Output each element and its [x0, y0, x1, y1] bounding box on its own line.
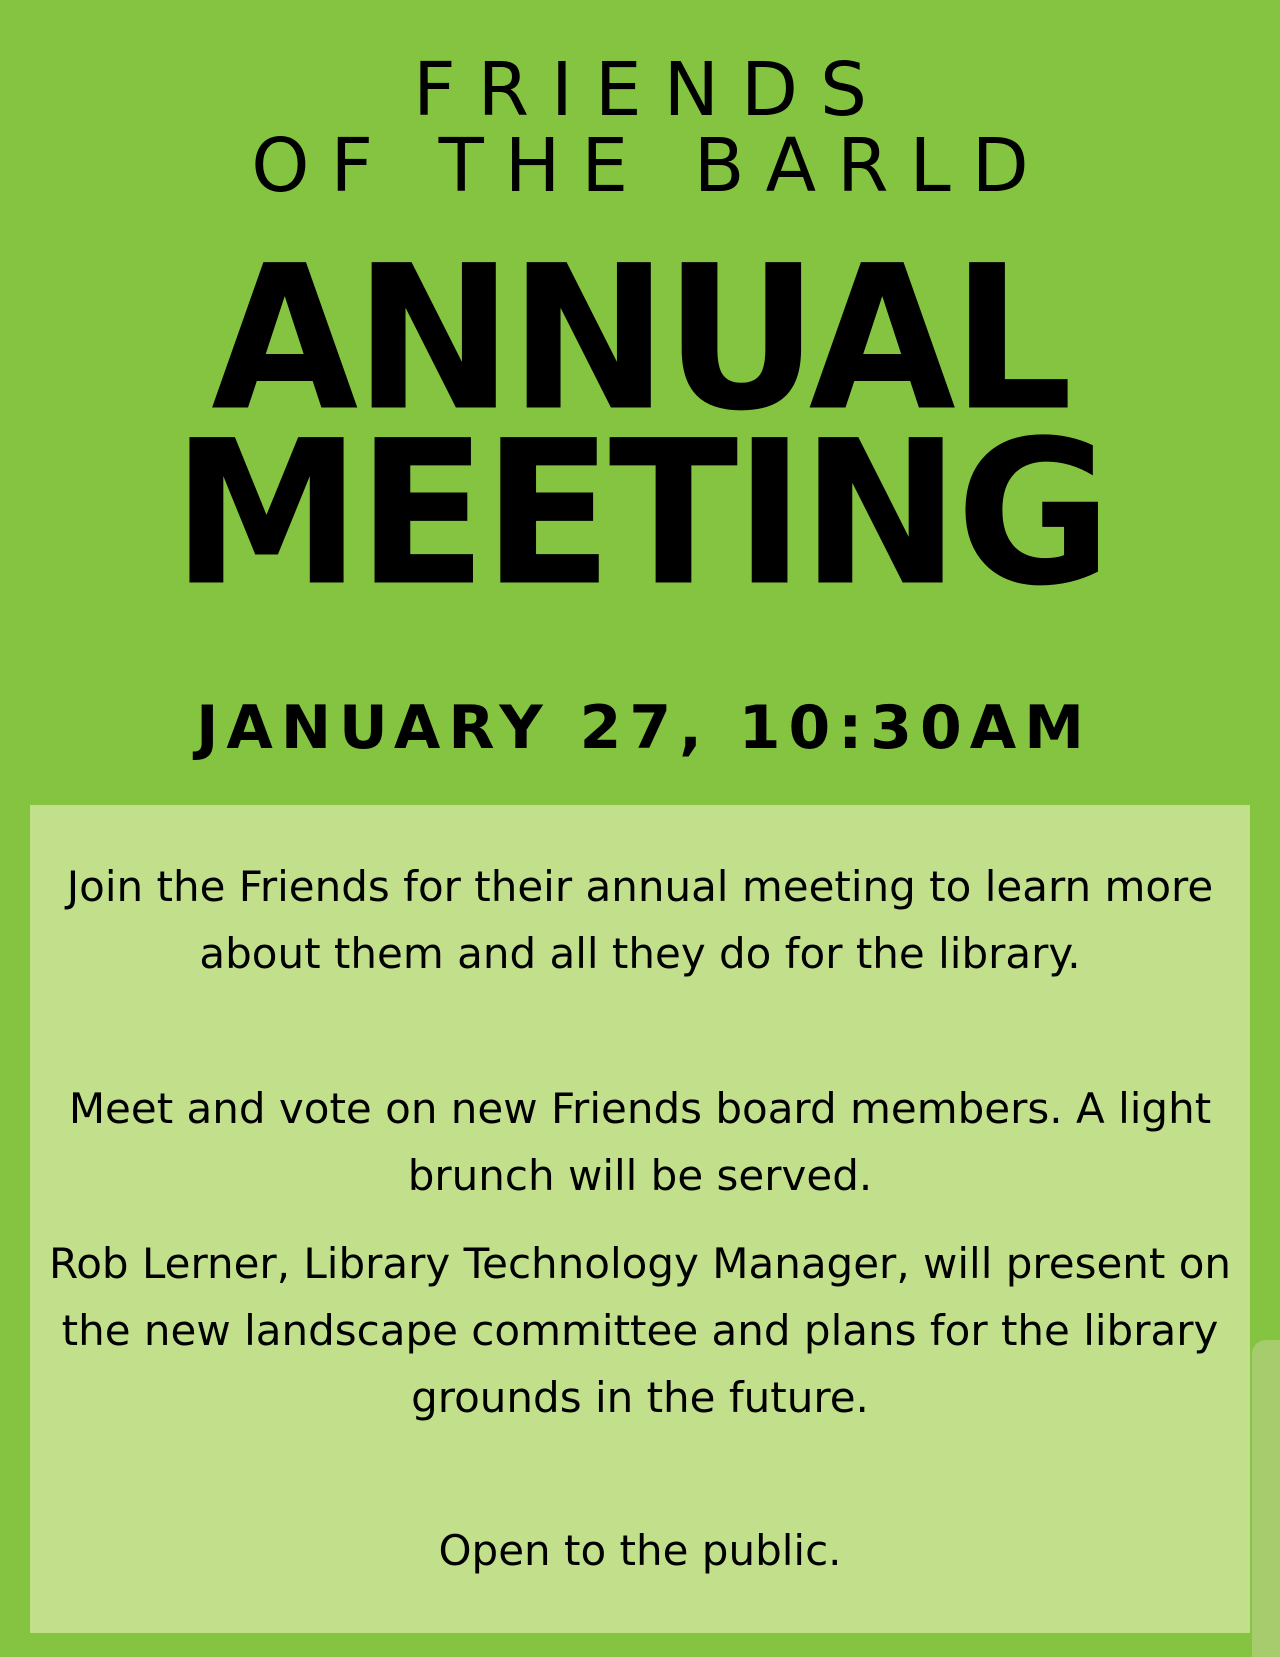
details-paragraph-intro: Join the Friends for their annual meeting to learn more about them and all they do for the library. [66, 862, 1214, 978]
details-paragraph-board: Meet and vote on new Friends board members. A light brunch will be served. [68, 1084, 1212, 1200]
org-name-line-2: OF THE BARLD [251, 123, 1050, 209]
decorative-corner-shape [1252, 1340, 1280, 1657]
org-name-line-1: FRIENDS [413, 47, 889, 133]
details-paragraph-public: Open to the public. [438, 1526, 842, 1575]
headline-meeting: MEETING [172, 397, 1108, 630]
details-paragraph-presentation: Rob Lerner, Library Technology Manager, will present on the new landscape committee and plans for the library grounds in the future. [48, 1239, 1232, 1422]
event-date-time: JANUARY 27, 10:30AM [196, 693, 1092, 763]
headline-annual: ANNUAL [211, 222, 1069, 455]
details-panel [30, 805, 1250, 1633]
